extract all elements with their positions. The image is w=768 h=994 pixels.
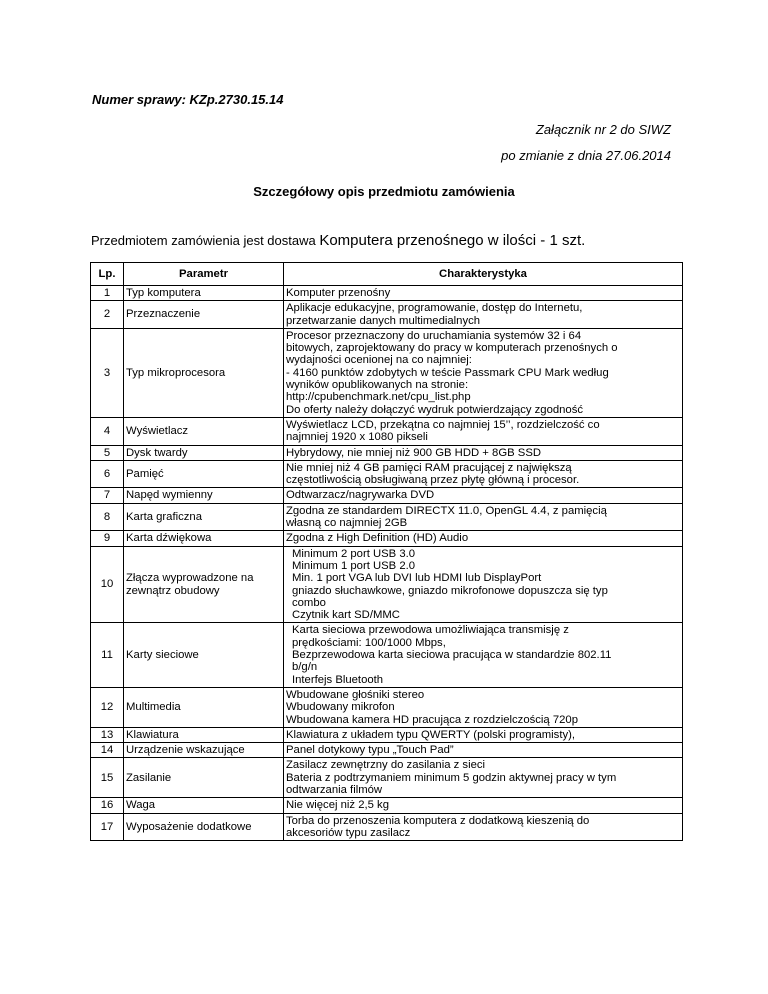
row-parameter: Wyposażenie dodatkowe <box>124 813 284 841</box>
row-characteristics <box>284 417 683 445</box>
row-number: 15 <box>91 758 124 798</box>
table-row <box>91 301 683 329</box>
row-characteristics <box>284 743 683 758</box>
table-row <box>91 813 683 841</box>
characteristic-line: Klawiatura z układem typu QWERTY (polski programisty), <box>286 728 576 741</box>
characteristic-line: Czytnik kart SD/MMC <box>292 609 400 622</box>
row-characteristics <box>284 488 683 503</box>
characteristic-line: Wbudowana kamera HD pracująca z rozdzielczością 720p <box>286 713 578 726</box>
row-parameter: Typ mikroprocesora <box>124 328 284 417</box>
row-number: 6 <box>91 460 124 488</box>
row-parameter: Karta graficzna <box>124 503 284 531</box>
row-number: 3 <box>91 328 124 417</box>
header-parameter: Parametr <box>124 263 284 286</box>
case-number: Numer sprawy: KZp.2730.15.14 <box>92 92 284 107</box>
characteristic-line: własną co najmniej 2GB <box>286 517 408 530</box>
row-number: 5 <box>91 445 124 460</box>
header-characteristics: Charakterystyka <box>284 263 683 286</box>
characteristic-line: Nie mniej niż 4 GB pamięci RAM pracującej z największą <box>286 461 572 474</box>
row-number: 13 <box>91 727 124 742</box>
annex-label: Załącznik nr 2 do SIWZ <box>535 122 671 137</box>
characteristic-line: wydajności ocenionej na co najmniej: <box>286 354 472 367</box>
row-parameter: Waga <box>124 798 284 813</box>
row-number: 4 <box>91 417 124 445</box>
row-characteristics <box>284 301 683 329</box>
characteristic-line: prędkościami: 100/1000 Mbps, <box>292 636 446 649</box>
characteristic-line: wyników opublikowanych na stronie: <box>286 379 469 392</box>
row-characteristics <box>284 687 683 727</box>
characteristic-line: przetwarzanie danych multimedialnych <box>286 314 481 327</box>
row-parameter: Napęd wymienny <box>124 488 284 503</box>
table-row <box>91 488 683 503</box>
characteristic-line: gniazdo słuchawkowe, gniazdo mikrofonowe dopuszcza się typ <box>292 584 608 597</box>
characteristic-line: Wbudowane głośniki stereo <box>286 688 425 701</box>
characteristic-line: b/g/n <box>292 661 318 674</box>
row-parameter: Zasilanie <box>124 758 284 798</box>
row-parameter: Urządzenie wskazujące <box>124 743 284 758</box>
table-row <box>91 727 683 742</box>
row-number: 11 <box>91 623 124 687</box>
row-parameter: Wyświetlacz <box>124 417 284 445</box>
characteristic-line: częstotliwością obsługiwaną przez płytę główną i procesor. <box>286 474 580 487</box>
row-parameter: Multimedia <box>124 687 284 727</box>
row-characteristics <box>284 531 683 546</box>
row-parameter: Pamięć <box>124 460 284 488</box>
characteristic-line: Bateria z podtrzymaniem minimum 5 godzin aktywnej pracy w tym <box>286 771 617 784</box>
table-row <box>91 445 683 460</box>
characteristic-line: Komputer przenośny <box>286 287 391 299</box>
intro-emphasis: Komputera przenośnego w ilości - 1 szt. <box>319 232 586 249</box>
row-parameter: Przeznaczenie <box>124 301 284 329</box>
header-lp: Lp. <box>91 263 124 286</box>
characteristic-line: odtwarzania filmów <box>286 783 383 796</box>
table-row <box>91 417 683 445</box>
row-characteristics <box>284 546 683 623</box>
characteristic-line: Wbudowany mikrofon <box>286 701 395 714</box>
row-number: 7 <box>91 488 124 503</box>
row-characteristics <box>284 503 683 531</box>
characteristic-line: Interfejs Bluetooth <box>292 673 384 686</box>
table-row <box>91 328 683 417</box>
row-number: 16 <box>91 798 124 813</box>
row-number: 17 <box>91 813 124 841</box>
characteristic-line: - 4160 punktów zdobytych w teście Passmark CPU Mark według <box>286 366 609 379</box>
table-row <box>91 798 683 813</box>
row-characteristics <box>284 727 683 742</box>
row-parameter: Karta dźwiękowa <box>124 531 284 546</box>
table-row <box>91 687 683 727</box>
row-characteristics <box>284 623 683 687</box>
row-number: 9 <box>91 531 124 546</box>
row-characteristics <box>284 813 683 841</box>
characteristic-line: Odtwarzacz/nagrywarka DVD <box>286 489 435 502</box>
row-number: 14 <box>91 743 124 758</box>
intro-prefix: Przedmiotem zamówienia jest dostawa <box>91 233 320 248</box>
characteristic-line: bitowych, zaprojektowany do pracy w komputerach przenośnych o <box>286 342 618 355</box>
spec-table <box>90 262 683 841</box>
characteristic-line: Bezprzewodowa karta sieciowa pracująca w standardzie 802.11 <box>292 649 612 662</box>
table-row <box>91 546 683 623</box>
characteristic-line: Minimum 2 port USB 3.0 <box>292 547 416 560</box>
characteristic-line: Do oferty należy dołączyć wydruk potwierdzający zgodność <box>286 403 583 416</box>
table-body <box>91 286 683 841</box>
characteristic-line: Procesor przeznaczony do uruchamiania systemów 32 i 64 <box>286 329 582 342</box>
characteristic-line: Zgodna z High Definition (HD) Audio <box>286 532 469 545</box>
intro-paragraph <box>91 232 585 249</box>
table-row <box>91 503 683 531</box>
row-parameter: Złącza wyprowadzone na zewnątrz obudowy <box>124 546 284 623</box>
characteristic-line: Zasilacz zewnętrzny do zasilania z sieci <box>286 759 486 772</box>
row-number: 2 <box>91 301 124 329</box>
characteristic-line: Hybrydowy, nie mniej niż 900 GB HDD + 8GB SSD <box>286 446 542 459</box>
row-parameter: Typ komputera <box>124 286 284 301</box>
characteristic-line: Karta sieciowa przewodowa umożliwiająca transmisję z <box>292 624 569 637</box>
row-number: 12 <box>91 687 124 727</box>
characteristic-line: Minimum 1 port USB 2.0 <box>292 559 416 572</box>
row-number: 1 <box>91 286 124 301</box>
row-characteristics <box>284 445 683 460</box>
row-characteristics <box>284 328 683 417</box>
row-characteristics <box>284 758 683 798</box>
row-parameter: Dysk twardy <box>124 445 284 460</box>
characteristic-line: Wyświetlacz LCD, przekątna co najmniej 15’’, rozdzielczość co <box>286 418 600 431</box>
row-characteristics <box>284 460 683 488</box>
row-parameter: Klawiatura <box>124 727 284 742</box>
table-row <box>91 758 683 798</box>
characteristic-line: Min. 1 port VGA lub DVI lub HDMI lub DisplayPort <box>292 572 542 585</box>
characteristic-line: akcesoriów typu zasilacz <box>286 826 411 839</box>
characteristic-line: combo <box>292 596 326 609</box>
table-row <box>91 531 683 546</box>
characteristic-line: Aplikacje edukacyjne, programowanie, dostęp do Internetu, <box>286 302 583 315</box>
document-title: Szczegółowy opis przedmiotu zamówienia <box>253 184 515 199</box>
characteristic-line: Nie więcej niż 2,5 kg <box>286 799 389 812</box>
characteristic-line: najmniej 1920 x 1080 pikseli <box>286 431 428 444</box>
table-header-row <box>91 263 683 286</box>
row-characteristics <box>284 798 683 813</box>
characteristic-line: Zgodna ze standardem DIRECTX 11.0, OpenGL 4.4, z pamięcią <box>286 504 607 517</box>
characteristic-line: Torba do przenoszenia komputera z dodatkową kieszenią do <box>286 814 590 827</box>
characteristic-line: Panel dotykowy typu „Touch Pad” <box>286 744 454 757</box>
row-number: 8 <box>91 503 124 531</box>
characteristic-line: http://cpubenchmark.net/cpu_list.php <box>286 391 471 404</box>
table-row <box>91 460 683 488</box>
table-row <box>91 743 683 758</box>
row-parameter: Karty sieciowe <box>124 623 284 687</box>
amendment-date: po zmianie z dnia 27.06.2014 <box>501 148 671 163</box>
table-row <box>91 623 683 687</box>
row-characteristics <box>284 286 683 301</box>
table-row <box>91 286 683 301</box>
row-number: 10 <box>91 546 124 623</box>
